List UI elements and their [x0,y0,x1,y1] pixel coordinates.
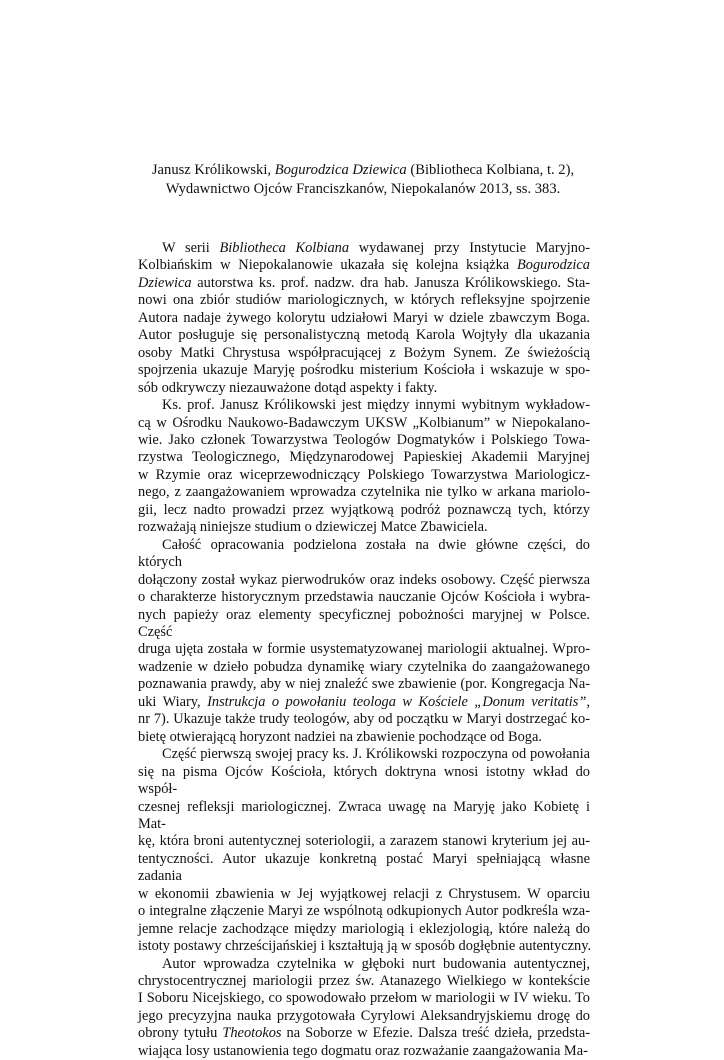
text-line [138,990,590,1007]
paragraph [138,537,590,746]
text-line [138,519,590,536]
text-line [138,973,590,990]
text-line [138,676,590,693]
text-run: jemne relacje zachodzące między mariologią i eklezjologią, które należą do [138,920,590,937]
text-run: jego precyzyjna nauka przygotowała Cyrylowi Aleksandryjskiemu drogę do [138,1007,590,1024]
text-run: Ks. prof. Janusz Królikowski jest między innymi wybitnym wykładow- [162,397,590,414]
text-run: Autora nadaje żywego kolorytu udziałowi Maryi w dziele zbawczym Boga. [138,309,590,326]
text-line [138,1025,590,1042]
heading-book-title: Bogurodzica Dziewica [274,162,407,178]
text-run: wie. Jako członek Towarzystwa Teologów Dogmatyków i Polskiego Towa- [138,431,590,448]
text-run: się na pisma Ojców Kościoła, których doktryna wnosi istotny wkład do współ- [138,763,590,798]
text-run: rzystwa Teologicznego, Międzynarodowej Papieskiej Akademii Maryjnej [138,449,590,466]
text-run: Kolbiańskim w Niepokalanowie ukazała się kolejna książka [138,257,517,274]
text-line [138,764,590,799]
text-line [138,257,590,274]
text-run: , [586,693,590,710]
text-line [138,572,590,589]
italic-title: Dziewica [138,274,192,291]
text-line [138,886,590,903]
text-run: czesnej refleksji mariologicznej. Zwraca uwagę na Maryję jako Kobietę i Mat- [138,798,590,832]
italic-title: Bibliotheca Kolbiana [219,240,350,256]
text-line [138,589,590,606]
text-line [138,327,590,344]
paragraph [138,240,590,397]
text-line [138,432,590,449]
text-run: o charakterze historycznym przedstawia nauczanie Ojców Kościoła i wybra- [138,589,590,606]
text-run: nych papieży oraz elementy specyficznej pobożności maryjnej w Polsce. Część [138,606,590,640]
text-line [138,415,590,432]
text-line [138,537,590,572]
text-run: na Soborze w Efezie. Dalsza treść dzieła, przedsta- [281,1025,591,1042]
italic-title: Bogurodzica [516,257,590,274]
text-line [138,1008,590,1025]
text-run: sób odkrywczy niezauważone dotąd aspekty i fakty. [138,379,438,396]
text-run: Autor posługuje się personalistyczną metodą Karola Wojtyły dla ukazania [138,327,590,344]
text-line [138,484,590,501]
text-line [138,641,590,658]
text-line [138,502,590,519]
text-run: uki Wiary, [138,693,208,710]
text-run: Część pierwszą swojej pracy ks. J. Królikowski rozpoczyna od powołania [162,746,590,763]
paragraph [138,746,590,955]
text-run: obrony tytułu [138,1025,223,1042]
heading-series: (Bibliotheca Kolbiana, t. 2), [406,162,575,178]
text-line [138,833,590,850]
text-line [138,449,590,466]
text-line [138,659,590,676]
paragraph [138,956,590,1060]
text-run: wydawanej przy Instytucie Maryjno- [349,240,590,256]
text-run: gii, lecz nadto prowadzi przez wyjątkową podróż poznawczą tych, którzy [138,501,590,518]
text-run: spojrzenia ukazuje Maryję pośrodku misterium Kościoła i wskazuje w spo- [138,362,590,379]
text-line [138,799,590,834]
review-heading [130,161,596,199]
text-line [138,694,590,711]
text-run: wiająca losy ustanowienia tego dogmatu oraz rozważanie zaangażowania Ma- [138,1042,588,1059]
text-line [138,921,590,938]
text-run: Całość opracowania podzielona została na dwie główne części, do których [138,536,590,571]
text-run: tentyczności. Autor ukazuje konkretną postać Maryi spełniającą własne zadania [138,850,590,885]
text-run: poznawania prawdy, aby w niej znaleźć swe zbawienie (por. Kongregacja Na- [138,676,590,693]
text-run: dołączony został wykaz pierwodruków oraz indeks osobowy. Część pierwsza [138,571,590,588]
text-line [138,938,590,955]
text-run: Autor wprowadza czytelnika w głęboki nurt budowania autentycznej, [162,955,590,972]
text-line [138,292,590,309]
text-line [138,397,590,414]
review-body [138,240,590,1060]
text-run: istoty postawy chrześcijańskiej i kształtują ją w sposób dogłębnie autentyczny. [138,938,592,955]
text-run: I Soboru Nicejskiego, co spowodowało przełom w mariologii w IV wieku. To [138,990,590,1007]
text-line [138,362,590,379]
text-line [138,903,590,920]
text-line [138,746,590,763]
text-run: druga ujęta została w formie usystematyzowanej mariologii aktualnej. Wpro- [138,641,590,658]
text-run: kę, która broni autentycznej soteriologii, a zarazem stanowi kryterium jej au- [138,833,590,850]
text-line [138,956,590,973]
text-run: w ekonomii zbawienia w Jej wyjątkowej relacji z Chrystusem. W oparciu [138,885,590,902]
text-line [138,345,590,362]
text-line [138,240,590,257]
text-run: autorstwa ks. prof. nadzw. dra hab. Janusza Królikowskiego. Sta- [191,274,590,291]
text-run: W serii [162,240,220,256]
text-run: osoby Matki Chrystusa współpracującej z Bożym Synem. Ze świeżością [138,344,590,361]
text-line [138,1043,590,1060]
heading-line-1 [130,161,596,180]
text-line [138,851,590,886]
text-line [138,711,590,728]
text-run: rozważają niniejsze studium o dziewiczej Matce Zbawiciela. [138,519,488,536]
text-run: chrystocentrycznej mariologii przez św. Atanazego Wielkiego w kontekście [138,973,590,990]
heading-author: Janusz Królikowski, [151,162,275,178]
text-line [138,729,590,746]
text-line [138,275,590,292]
text-line [138,607,590,642]
text-run: bietę otwierającą horyzont nadziei na zbawienie pochodzące od Boga. [138,728,542,745]
text-run: nego, z zaangażowaniem wprowadza czytelnika nie tylko w arkana mariolo- [138,484,590,501]
italic-title: Theotokos [222,1025,282,1042]
text-run: o integralne złączenie Maryi ze wspólnotą odkupionych Autor podkreśla wza- [138,903,590,920]
paragraph [138,397,590,537]
text-run: cą w Ośrodku Naukowo-Badawczym UKSW „Kolbianum” w Niepokalano- [138,414,590,431]
text-line [138,310,590,327]
text-run: wadzenie w dzieło pobudza dynamikę wiary czytelnika do zaangażowanego [138,658,590,675]
text-run: w Rzymie oraz wiceprzewodniczący Polskiego Towarzystwa Mariologicz- [138,466,590,483]
text-run: nowi ona zbiór studiów mariologicznych, w których refleksyjne spojrzenie [138,292,590,309]
text-line [138,380,590,397]
text-run: nr 7). Ukazuje także trudy teologów, aby od początku w Maryi dostrzegać ko- [138,711,590,728]
text-line [138,467,590,484]
heading-line-2: Wydawnictwo Ojców Franciszkanów, Niepokalanów 2013, ss. 383. [165,181,561,197]
italic-title: Instrukcja o powołaniu teologa w Kościele „Donum veritatis” [207,693,587,710]
